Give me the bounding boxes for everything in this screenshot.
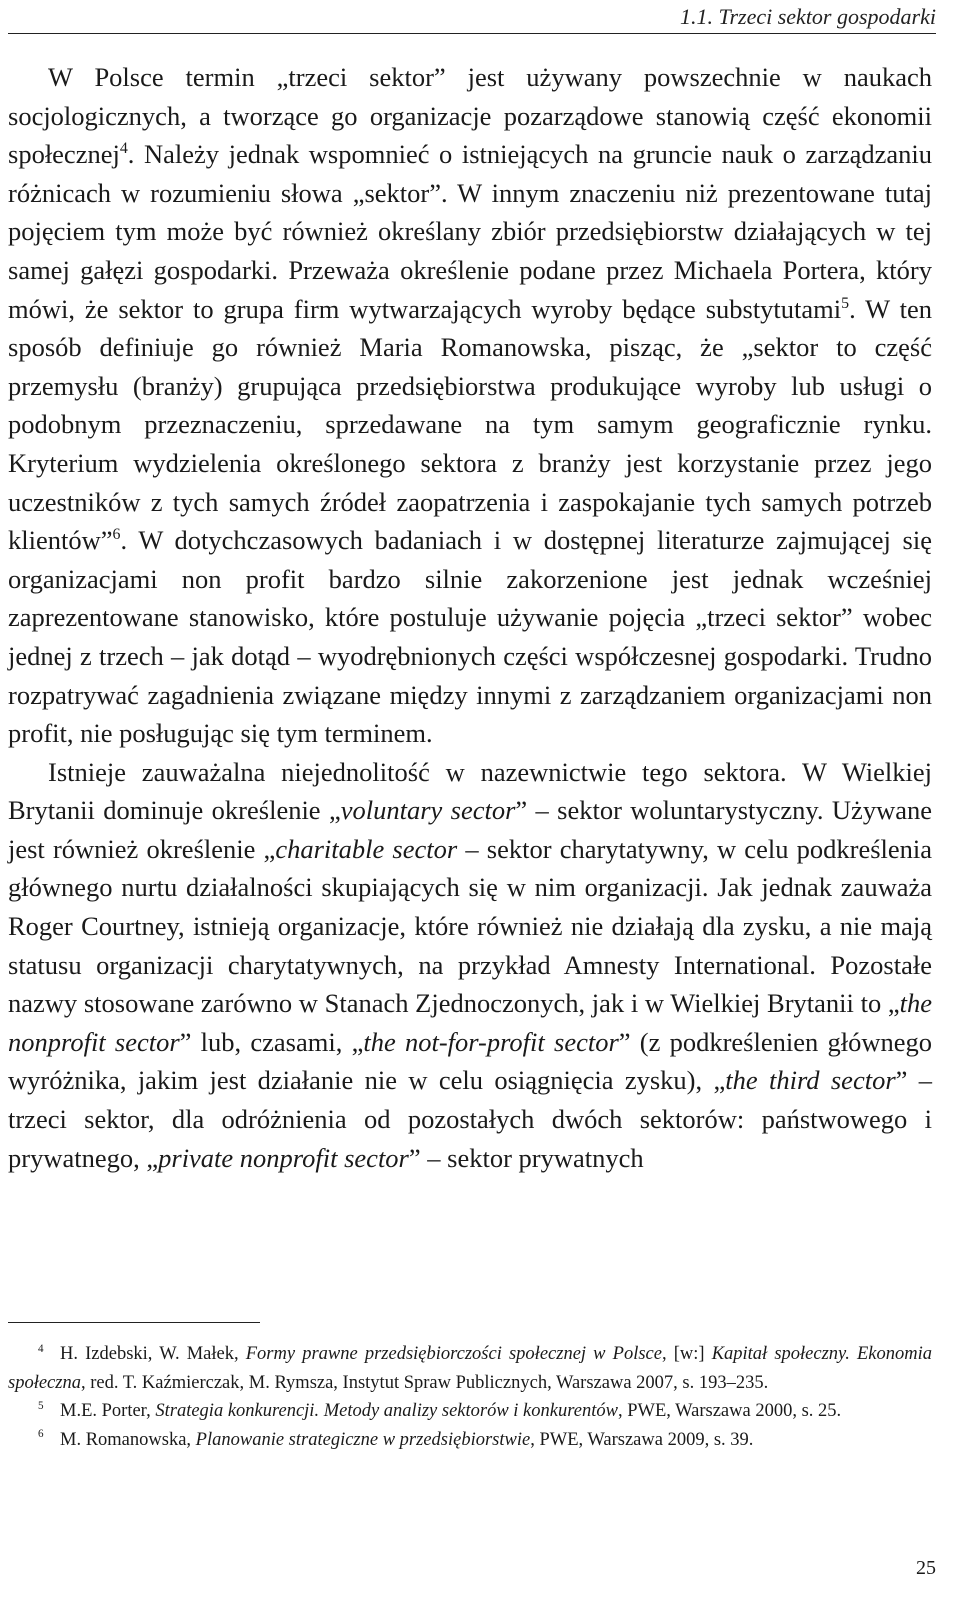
text-run: , PWE, Warszawa 2000, s. 25. — [617, 1401, 842, 1421]
italic-title: Planowanie strategiczne w przedsiębiorstwie — [195, 1429, 531, 1450]
footnote-rule — [8, 1322, 260, 1323]
italic-term: the not-for-profit sector — [363, 1026, 619, 1057]
text-run: ” – trzeci sektor, dla odróżnienia od pozostałych dwóch sektorów: państwowego i prywatnego, „ — [8, 1065, 932, 1173]
footnote-4: $^4$ H. Izdebski, W. Małek, Formy prawne przedsiębiorczości społecznej w Polsce, [w:] Kapitał społeczny. Ekonomia społeczna, red. T. Kaźmierczak, M. Rymsza, Instytut Spraw Publicznych, Warszawa 2007, s. 193–235. — [8, 1342, 932, 1393]
footnote-5: $^5$ M.E. Porter, Strategia konkurencji. Metody analizy sektorów i konkurentów, PWE, Warszawa 2000, s. 25. — [38, 1399, 842, 1421]
text-run: ” – sektor prywatnych — [408, 1142, 644, 1173]
text-run: , PWE, Warszawa 2009, s. 39. — [530, 1429, 754, 1450]
text-run: ” – sektor woluntarystyczny. Używane jest również określenie „ — [8, 795, 932, 864]
text-run: M.E. Porter, — [60, 1401, 156, 1421]
text-run: , red. T. Kaźmierczak, M. Rymsza, Instytut Spraw Publicznych, Warszawa 2007, s. 193–235. — [80, 1372, 769, 1393]
text-run: . W ten sposób definiuje go również Maria Romanowska, pisząc, że „sektor to część przemysłu (branży) grupująca przedsiębiorstwa produkujące wyroby lub usługi o podobnym przeznaczeniu, sprzedawane na tym samym geograficznie rynku. Kryterium wydzielenia określonego sektora z branży jest korzystanie przez jego uczestników z tych samych źródeł zaopatrzenia i zaspokajanie tych samych potrzeb klientów” — [8, 293, 932, 556]
text-run: – sektor charytatywny, w celu podkreślenia głównego nurtu działalności skupiających się w nim organizacji. Jak jednak zauważa Roger Courtney, istnieją organizacje, które również nie działają dla zysku, a nie mają statusu organizacji charytatywnych, na przykład Amnesty International. Pozostałe nazwy stosowane zarówno w Stanach Zjednoczonych, jak i w Wielkiej Brytanii to „ — [8, 833, 933, 1019]
italic-title: Kapitał społeczny. Ekonomia społeczna — [8, 1344, 932, 1393]
main-text — [8, 58, 932, 1177]
italic-title: Formy prawne przedsiębiorczości społecznej w Polsce — [245, 1344, 662, 1364]
text-run: ” (z podkreślenien głównego wyróżnika, jakim jest działanie nie w celu osiągnięcia zysku), „ — [8, 1026, 932, 1096]
running-header: 1.1. Trzeci sektor gospodarki — [679, 4, 936, 29]
italic-term: the nonprofit sector — [8, 988, 932, 1057]
italic-term: voluntary sector — [340, 795, 516, 826]
footnotes — [8, 1340, 932, 1454]
italic-term: private nonprofit sector — [158, 1142, 409, 1173]
paragraph-2 — [8, 753, 932, 1178]
footnote-ref-5: 5 — [841, 294, 850, 312]
page-number: 25 — [916, 1557, 936, 1579]
text-run: W Polsce termin „trzeci sektor” jest używany powszechnie w naukach socjologicznych, a tworzące go organizacje pozarządowe stanowią część ekonomii społecznej — [8, 62, 932, 170]
text-run: M. Romanowska, — [60, 1429, 196, 1450]
paragraph-1 — [8, 58, 932, 753]
text-run: , [w:] — [661, 1344, 712, 1364]
italic-term: the third sector — [725, 1065, 896, 1096]
text-run: Istnieje zauważalna niejednolitość w nazewnictwie tego sektora. W Wielkiej Brytanii dominuje określenie „ — [8, 756, 932, 826]
text-run: ” lub, czasami, „ — [179, 1026, 364, 1057]
text-run: . Należy jednak wspomnieć o istniejących na gruncie nauk o zarządzaniu różnicach w rozumieniu słowa „sektor”. W innym znaczeniu niż prezentowane tutaj pojęciem tym może być również określany zbiór przedsiębiorstw działających w tej samej gałęzi gospodarki. Przeważa określenie podane przez Michaela Portera, który mówi, że sektor to grupa firm wytwarzających wyroby będące substytutami — [8, 139, 932, 324]
footnote-6: $^6$ M. Romanowska, Planowanie strategiczne w przedsiębiorstwie, PWE, Warszawa 2009, s. 39. — [38, 1428, 754, 1450]
italic-term: charitable sector — [275, 833, 458, 864]
footnote-ref-6: 6 — [112, 526, 121, 544]
text-run: H. Izdebski, W. Małek, — [60, 1344, 246, 1364]
italic-title: Strategia konkurencji. Metody analizy sektorów i konkurentów — [155, 1401, 618, 1421]
footnote-ref-4: 4 — [119, 140, 128, 158]
header-rule — [8, 33, 936, 34]
text-run: . W dotychczasowych badaniach i w dostępnej literaturze zajmującej się organizacjami non profit bardzo silnie zakorzenione jest jednak wcześniej zaprezentowane stanowisko, które postuluje używanie pojęcia „trzeci sektor” wobec jednej z trzech – jak dotąd – wyodrębnionych części współczesnej gospodarki. Trudno rozpatrywać zagadnienia związane między innymi z zarządzaniem organizacjami non profit, nie posługując się tym terminem. — [8, 525, 932, 749]
